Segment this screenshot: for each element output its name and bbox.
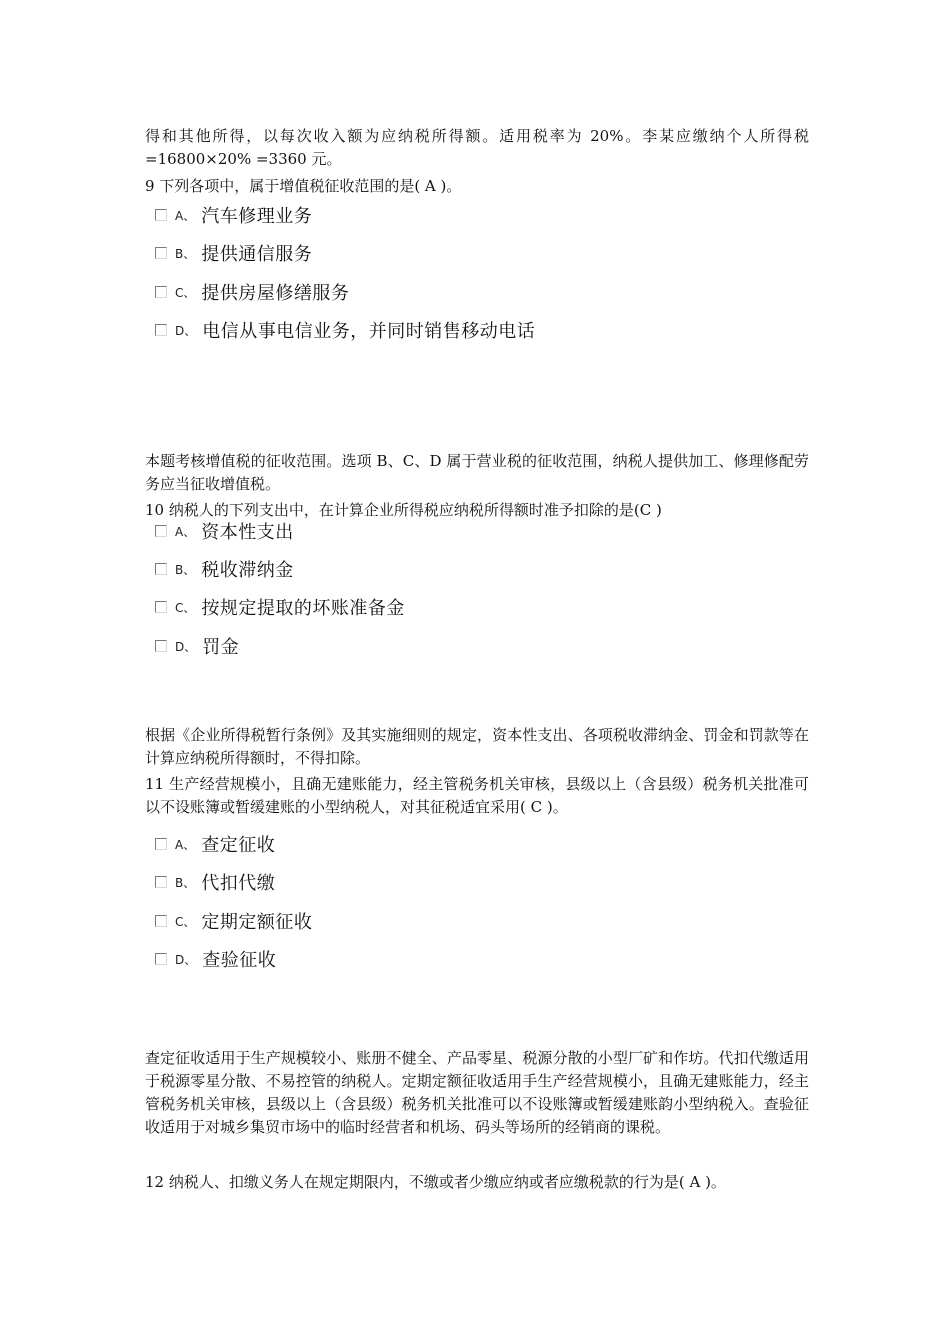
checkbox[interactable]	[155, 876, 167, 888]
option-9-a[interactable]	[155, 202, 312, 228]
option-text: 罚金	[202, 637, 240, 658]
option-11-c[interactable]	[155, 908, 312, 934]
option-letter: D、	[175, 639, 197, 654]
option-letter: B、	[175, 246, 196, 261]
option-10-d[interactable]	[155, 633, 239, 659]
checkbox[interactable]	[155, 563, 167, 575]
option-11-a[interactable]	[155, 831, 275, 857]
option-text: 提供通信服务	[201, 244, 313, 265]
option-11-b[interactable]	[155, 869, 275, 895]
option-text: 定期定额征收	[201, 912, 313, 933]
option-letter: A、	[175, 837, 196, 852]
option-text: 提供房屋修缮服务	[201, 283, 350, 304]
option-text: 查验征收	[202, 950, 277, 971]
option-letter: A、	[175, 524, 196, 539]
option-text: 代扣代缴	[201, 873, 276, 894]
option-text: 查定征收	[201, 835, 276, 856]
option-text: 资本性支出	[201, 522, 294, 543]
option-letter: C、	[175, 285, 196, 300]
option-9-b[interactable]	[155, 240, 312, 266]
checkbox[interactable]	[155, 247, 167, 259]
checkbox[interactable]	[155, 525, 167, 537]
option-11-d[interactable]	[155, 946, 276, 972]
explanation-paragraph-8: 得和其他所得，以每次收入额为应纳税所得额。适用税率为 20%。李某应缴纳个人所得税=16800×20% =3360 元。	[145, 127, 809, 168]
explanation-paragraph-11: 查定征收适用于生产规模较小、账册不健全、产品零星、税源分散的小型厂矿和作坊。代扣代缴适用于税源零星分散、不易控管的纳税人。定期定额征收适用手生产经营规模小，且确无建账能力，经主管税务机关审核，县级以上（含县级）税务机关批准可以不设账簿或暂缓建账韵小型纳税入。查验征收适用于对城乡集贸市场中的临时经营者和机场、码头等场所的经销商的课税。	[145, 1049, 809, 1136]
question-9: 9 下列各项中，属于增值税征收范围的是( A )。	[145, 177, 462, 195]
explanation-paragraph-10: 根据《企业所得税暂行条例》及其实施细则的规定，资本性支出、各项税收滞纳金、罚金和罚款等在计算应纳税所得额时，不得扣除。	[145, 726, 809, 767]
checkbox[interactable]	[155, 286, 167, 298]
option-letter: A、	[175, 208, 196, 223]
option-10-a[interactable]	[155, 518, 294, 544]
option-9-c[interactable]	[155, 279, 349, 305]
option-letter: C、	[175, 914, 196, 929]
option-letter: D、	[175, 952, 197, 967]
checkbox[interactable]	[155, 953, 167, 965]
option-text: 电信从事电信业务，并同时销售移动电话	[202, 321, 536, 342]
checkbox[interactable]	[155, 640, 167, 652]
question-11: 11 生产经营规模小，且确无建账能力，经主管税务机关审核，县级以上（含县级）税务机关批准可以不设账簿或暂缓建账的小型纳税人，对其征税适宜采用( C )。	[145, 775, 809, 816]
checkbox[interactable]	[155, 209, 167, 221]
checkbox[interactable]	[155, 324, 167, 336]
option-text: 汽车修理业务	[201, 206, 313, 227]
option-letter: C、	[175, 600, 196, 615]
checkbox[interactable]	[155, 838, 167, 850]
checkbox[interactable]	[155, 601, 167, 613]
option-10-c[interactable]	[155, 594, 405, 620]
option-letter: B、	[175, 562, 196, 577]
option-9-d[interactable]	[155, 317, 535, 343]
question-12: 12 纳税人、扣缴义务人在规定期限内，不缴或者少缴应纳或者应缴税款的行为是( A )。	[145, 1173, 726, 1191]
option-letter: B、	[175, 875, 196, 890]
checkbox[interactable]	[155, 915, 167, 927]
question-10: 10 纳税人的下列支出中，在计算企业所得税应纳税所得额时准予扣除的是(C )	[145, 501, 662, 519]
option-letter: D、	[175, 323, 197, 338]
option-text: 按规定提取的坏账准备金	[201, 598, 405, 619]
explanation-paragraph-9: 本题考核增值税的征收范围。选项 B、C、D 属于营业税的征收范围，纳税人提供加工、修理修配劳务应当征收增值税。	[145, 452, 809, 493]
option-10-b[interactable]	[155, 556, 294, 582]
option-text: 税收滞纳金	[201, 560, 294, 581]
